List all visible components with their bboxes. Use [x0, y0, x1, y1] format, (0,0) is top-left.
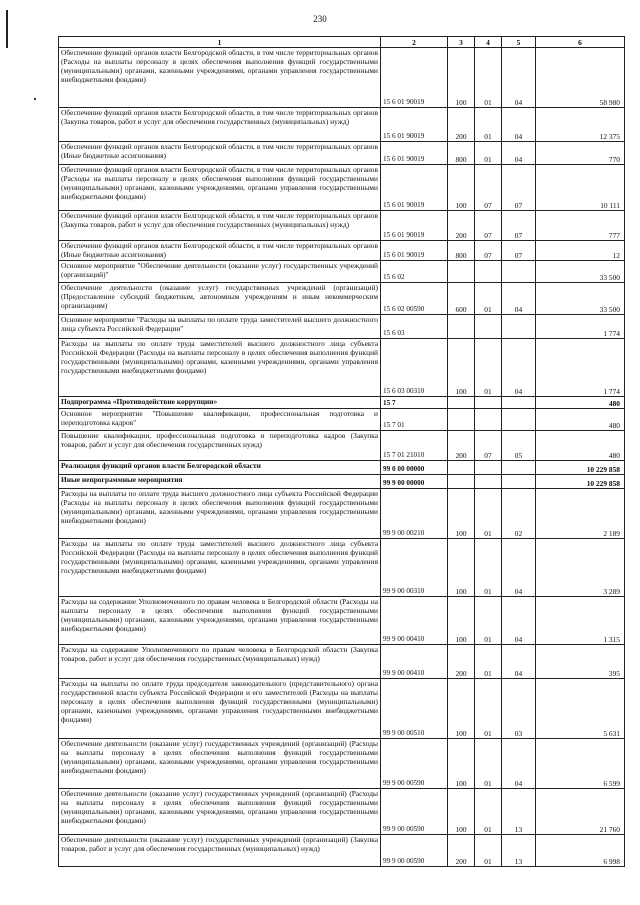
- row-name: Расходы на выплаты по оплате труда председателя законодательного (представительного) органа государственной власти субъекта Российской Федерации и его заместителей (Расходы на выплаты персоналу в целях обеспечения выполнения функций государственными (муниципальными) органами, казенными учреждениями, органами управления государственными внебюджетными фондами): [59, 679, 381, 739]
- row-code: 99 9 00 00590: [381, 739, 448, 789]
- row-subsection: 04: [502, 539, 536, 597]
- row-amount: 1 315: [536, 597, 625, 645]
- row-subsection: 13: [502, 789, 536, 835]
- row-name: Реализация функций органов власти Белгородской области: [59, 461, 381, 475]
- table-row: [59, 108, 625, 142]
- row-subsection: 04: [502, 108, 536, 142]
- row-code: 15 6 01 90019: [381, 165, 448, 211]
- row-section: 01: [475, 835, 502, 867]
- row-expense-type: [448, 461, 475, 475]
- row-section: 01: [475, 645, 502, 679]
- table-row: [59, 315, 625, 339]
- row-expense-type: [448, 315, 475, 339]
- page-number: 230: [313, 14, 327, 24]
- row-section: 07: [475, 165, 502, 211]
- row-code: 15 6 01 90019: [381, 241, 448, 261]
- row-amount: 2 189: [536, 489, 625, 539]
- row-subsection: 07: [502, 165, 536, 211]
- table-row: [59, 489, 625, 539]
- row-code: 15 6 01 90019: [381, 211, 448, 241]
- row-expense-type: 200: [448, 431, 475, 461]
- row-expense-type: 800: [448, 142, 475, 165]
- row-amount: 777: [536, 211, 625, 241]
- row-subsection: 13: [502, 835, 536, 867]
- row-amount: 10 229 858: [536, 475, 625, 489]
- row-expense-type: 800: [448, 241, 475, 261]
- row-subsection: 04: [502, 645, 536, 679]
- row-expense-type: 100: [448, 739, 475, 789]
- row-expense-type: [448, 397, 475, 409]
- row-amount: 58 980: [536, 48, 625, 108]
- table-row: [59, 679, 625, 739]
- row-amount: 6 998: [536, 835, 625, 867]
- row-subsection: [502, 461, 536, 475]
- row-amount: 33 500: [536, 261, 625, 283]
- row-code: 15 6 02: [381, 261, 448, 283]
- table-row: [59, 539, 625, 597]
- table-row: [59, 597, 625, 645]
- row-amount: 10 111: [536, 165, 625, 211]
- row-subsection: [502, 397, 536, 409]
- row-name: Обеспечение деятельности (оказание услуг) государственных учреждений (организаций) (Закупка товаров, работ и услуг для обеспечения государственных (муниципальных) нужд): [59, 835, 381, 867]
- row-code: 15 6 02 00590: [381, 283, 448, 315]
- row-subsection: 03: [502, 679, 536, 739]
- col-header-name: 1: [59, 37, 381, 48]
- table-body: [59, 48, 625, 867]
- row-section: 07: [475, 241, 502, 261]
- row-expense-type: 200: [448, 645, 475, 679]
- row-section: [475, 315, 502, 339]
- row-section: 01: [475, 679, 502, 739]
- row-amount: 1 774: [536, 315, 625, 339]
- row-code: 15 6 01 90019: [381, 48, 448, 108]
- row-name: Обеспечение функций органов власти Белгородской области, в том числе территориальных органов (Иные бюджетные ассигнования): [59, 241, 381, 261]
- col-header-sum: 6: [536, 37, 625, 48]
- row-name: Обеспечение функций органов власти Белгородской области, в том числе территориальных органов (Закупка товаров, работ и услуг для обеспечения государственных (муниципальных) нужд): [59, 211, 381, 241]
- row-code: 99 9 00 00510: [381, 679, 448, 739]
- scan-dot: [34, 98, 36, 100]
- row-amount: 3 289: [536, 539, 625, 597]
- row-section: [475, 397, 502, 409]
- row-section: [475, 475, 502, 489]
- table-row: [59, 431, 625, 461]
- col-header-vr: 3: [448, 37, 475, 48]
- row-code: 15 6 03 00310: [381, 339, 448, 397]
- row-amount: 770: [536, 142, 625, 165]
- row-code: 99 9 00 00590: [381, 789, 448, 835]
- row-name: Иные непрограммные мероприятия: [59, 475, 381, 489]
- row-subsection: [502, 475, 536, 489]
- row-expense-type: 200: [448, 211, 475, 241]
- table-row: [59, 165, 625, 211]
- row-code: 15 7: [381, 397, 448, 409]
- row-section: 01: [475, 597, 502, 645]
- row-subsection: 07: [502, 211, 536, 241]
- table-row: [59, 645, 625, 679]
- row-expense-type: [448, 475, 475, 489]
- row-section: 01: [475, 142, 502, 165]
- table-row: [59, 261, 625, 283]
- row-amount: 12: [536, 241, 625, 261]
- row-amount: 12 375: [536, 108, 625, 142]
- row-expense-type: 600: [448, 283, 475, 315]
- row-code: 15 6 03: [381, 315, 448, 339]
- row-name: Обеспечение деятельности (оказание услуг) государственных учреждений (организаций) (Предоставление субсидий бюджетным, автономным учреждениям и иным некоммерческим организациям): [59, 283, 381, 315]
- row-subsection: 04: [502, 339, 536, 397]
- col-header-rz: 4: [475, 37, 502, 48]
- row-amount: 1 774: [536, 339, 625, 397]
- row-code: 15 7 01 21010: [381, 431, 448, 461]
- header-row: [59, 37, 625, 48]
- row-name: Основное мероприятие "Обеспечение деятельности (оказание услуг) государственных учреждений (организаций)": [59, 261, 381, 283]
- row-amount: 33 500: [536, 283, 625, 315]
- row-code: 99 9 00 00590: [381, 835, 448, 867]
- row-name: Подпрограмма «Противодействие коррупции»: [59, 397, 381, 409]
- row-section: 01: [475, 489, 502, 539]
- row-section: 01: [475, 283, 502, 315]
- row-expense-type: 100: [448, 339, 475, 397]
- row-subsection: 04: [502, 48, 536, 108]
- row-amount: 5 631: [536, 679, 625, 739]
- row-subsection: [502, 409, 536, 431]
- row-code: 15 7 01: [381, 409, 448, 431]
- table-row: [59, 283, 625, 315]
- row-subsection: 05: [502, 431, 536, 461]
- row-amount: 6 599: [536, 739, 625, 789]
- row-expense-type: 100: [448, 48, 475, 108]
- table-row: [59, 409, 625, 431]
- row-section: [475, 461, 502, 475]
- table-row: [59, 475, 625, 489]
- row-expense-type: [448, 261, 475, 283]
- row-subsection: [502, 315, 536, 339]
- row-name: Обеспечение деятельности (оказание услуг) государственных учреждений (организаций) (Расходы на выплаты персоналу в целях обеспечения выполнения функций государственными (муниципальными) органами, казенными учреждениями, органами управления государственными внебюджетными фондами): [59, 739, 381, 789]
- row-subsection: 04: [502, 142, 536, 165]
- budget-table: [58, 36, 625, 867]
- row-amount: 480: [536, 397, 625, 409]
- row-section: 07: [475, 211, 502, 241]
- row-code: 99 9 00 00000: [381, 475, 448, 489]
- row-section: 01: [475, 48, 502, 108]
- table-row: [59, 789, 625, 835]
- row-amount: 21 760: [536, 789, 625, 835]
- row-expense-type: 100: [448, 789, 475, 835]
- row-name: Обеспечение функций органов власти Белгородской области, в том числе территориальных органов (Иные бюджетные ассигнования): [59, 142, 381, 165]
- table-row: [59, 461, 625, 475]
- row-section: 01: [475, 739, 502, 789]
- row-name: Обеспечение деятельности (оказание услуг) государственных учреждений (организаций) (Расходы на выплаты персоналу в целях обеспечения выполнения функций государственными (муниципальными) органами, казенными учреждениями, органами управления государственными внебюджетными фондами): [59, 789, 381, 835]
- row-name: Обеспечение функций органов власти Белгородской области, в том числе территориальных органов (Расходы на выплаты персоналу в целях обеспечения выполнения функций государственными (муниципальными) органами, казенными учреждениями, органами управления государственными внебюджетными фондами): [59, 165, 381, 211]
- row-amount: 480: [536, 431, 625, 461]
- row-expense-type: 100: [448, 539, 475, 597]
- row-expense-type: 100: [448, 679, 475, 739]
- row-name: Расходы на содержание Уполномоченного по правам человека в Белгородской области (Расходы на выплаты персоналу в целях обеспечения выполнения функций государственными (муниципальными) органами, казенными учреждениями, органами управления государственными внебюджетными фондами): [59, 597, 381, 645]
- row-section: 07: [475, 431, 502, 461]
- table-row: [59, 397, 625, 409]
- row-code: 15 6 01 90019: [381, 108, 448, 142]
- row-code: 99 9 00 00210: [381, 489, 448, 539]
- row-expense-type: 100: [448, 165, 475, 211]
- table-row: [59, 339, 625, 397]
- col-header-code: 2: [381, 37, 448, 48]
- table-row: [59, 835, 625, 867]
- row-section: 01: [475, 339, 502, 397]
- row-subsection: 04: [502, 597, 536, 645]
- row-code: 99 0 00 00000: [381, 461, 448, 475]
- row-code: 99 9 00 00410: [381, 645, 448, 679]
- row-subsection: 04: [502, 739, 536, 789]
- row-section: 01: [475, 108, 502, 142]
- row-amount: 395: [536, 645, 625, 679]
- row-expense-type: 200: [448, 835, 475, 867]
- row-section: [475, 261, 502, 283]
- row-expense-type: 100: [448, 489, 475, 539]
- row-name: Основное мероприятие "Повышение квалификации, профессиональная подготовка и переподготовка кадров": [59, 409, 381, 431]
- row-section: 01: [475, 789, 502, 835]
- row-name: Основное мероприятие "Расходы на выплаты по оплате труда заместителей высшего должностного лица субъекта Российской Федерации": [59, 315, 381, 339]
- row-code: 15 6 01 90019: [381, 142, 448, 165]
- row-expense-type: [448, 409, 475, 431]
- row-name: Расходы на выплаты по оплате труда заместителей высшего должностного лица субъекта Российской Федерации (Расходы на выплаты персоналу в целях обеспечения выполнения функций государственными (муниципальными) органами, казенными учреждениями, органами управления государственными внебюджетными фондами): [59, 339, 381, 397]
- table-row: [59, 142, 625, 165]
- row-name: Расходы на выплаты по оплате труда высшего должностного лица субъекта Российской Федерации (Расходы на выплаты персоналу в целях обеспечения выполнения функций государственными (муниципальными) органами, казенными учреждениями, органами управления государственными внебюджетными фондами): [59, 489, 381, 539]
- row-code: 99 9 00 00310: [381, 539, 448, 597]
- table-row: [59, 739, 625, 789]
- row-name: Расходы на содержание Уполномоченного по правам человека в Белгородской области (Закупка товаров, работ и услуг для обеспечения государственных (муниципальных) нужд): [59, 645, 381, 679]
- row-name: Расходы на выплаты по оплате труда заместителей высшего должностного лица субъекта Российской Федерации (Расходы на выплаты персоналу в целях обеспечения выполнения функций государственными (муниципальными) органами, казенными учреждениями, органами управления государственными внебюджетными фондами): [59, 539, 381, 597]
- row-amount: 10 229 858: [536, 461, 625, 475]
- table-row: [59, 211, 625, 241]
- row-name: Обеспечение функций органов власти Белгородской области, в том числе территориальных органов (Расходы на выплаты персоналу в целях обеспечения выполнения функций государственными (муниципальными) органами, казенными учреждениями, органами управления государственными внебюджетными фондами): [59, 48, 381, 108]
- row-subsection: [502, 261, 536, 283]
- row-subsection: 02: [502, 489, 536, 539]
- table-row: [59, 48, 625, 108]
- row-subsection: 04: [502, 283, 536, 315]
- row-section: [475, 409, 502, 431]
- row-amount: 480: [536, 409, 625, 431]
- row-name: Обеспечение функций органов власти Белгородской области, в том числе территориальных органов (Закупка товаров, работ и услуг для обеспечения государственных (муниципальных) нужд): [59, 108, 381, 142]
- row-name: Повышение квалификации, профессиональная подготовка и переподготовка кадров (Закупка товаров, работ и услуг для обеспечения государственных нужд): [59, 431, 381, 461]
- table-row: [59, 241, 625, 261]
- row-subsection: 07: [502, 241, 536, 261]
- row-expense-type: 200: [448, 108, 475, 142]
- row-expense-type: 100: [448, 597, 475, 645]
- col-header-pr: 5: [502, 37, 536, 48]
- row-code: 99 9 00 00410: [381, 597, 448, 645]
- row-section: 01: [475, 539, 502, 597]
